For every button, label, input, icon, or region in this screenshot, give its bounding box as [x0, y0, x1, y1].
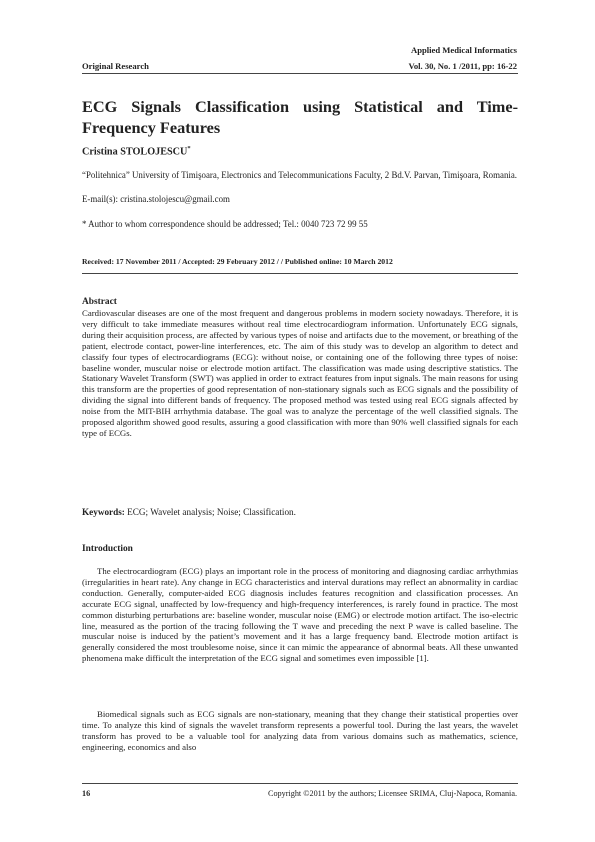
- footer-rule: [82, 783, 518, 784]
- journal-name: Applied Medical Informatics: [411, 45, 517, 55]
- keywords-label: Keywords:: [82, 507, 125, 517]
- abstract-text: Cardiovascular diseases are one of the most frequent and dangerous problems in modern society nowadays. Therefore, it is very difficult to take immediate measures without real time electrocardiogram information. Unfortunately ECG signals, during their acquisition process, are affected by various types of noise and artifacts due to the movement, or breathing of the patient, electrode contact, power-line interferences, etc. The aim of this study was to develop an algorithm to detect and classify four types of electrocardiograms (ECG): without noise, or containing one of the following three types of noise: baseline wonder, muscular noise or electrode motion artifact. The classification was made using descriptive statistics. The Stationary Wavelet Transform (SWT) was applied in order to extract features from input signals. The main reasons for using this transform are the properties of good representation of non-stationary signals such as ECG signals and the possibility of dividing the signal into different bands of frequency. The proposed method was tested using real ECG signals affected by noise from the MIT-BIH arrhythmia database. The goal was to analyze the percentage of the well classified signals. The proposed algorithm showed good results, assuring a good classification with more than 90% well classified signals for each type of ECGs.: [82, 308, 518, 438]
- keywords-text: ECG; Wavelet analysis; Noise; Classification.: [127, 507, 296, 517]
- page-number: 16: [82, 789, 91, 798]
- author-text: Cristina STOLOJESCU: [82, 146, 188, 158]
- article-dates: Received: 17 November 2011 / Accepted: 29 February 2012 / / Published online: 10 March 2012: [82, 257, 393, 266]
- correspondence-note: * Author to whom correspondence should be addressed; Tel.: 0040 723 72 99 55: [82, 219, 368, 229]
- header-rule: [82, 73, 518, 74]
- author-email: E-mail(s): cristina.stolojescu@gmail.com: [82, 194, 230, 204]
- article-title: ECG Signals Classification using Statistical and Time-Frequency Features: [82, 97, 518, 137]
- affiliation: “Politehnica” University of Timişoara, Electronics and Telecommunications Faculty, 2 Bd.V. Parvan, Timişoara, Romania.: [82, 170, 518, 180]
- volume-info: Vol. 30, No. 1 /2011, pp: 16-22: [408, 61, 517, 71]
- intro-paragraph-1: The electrocardiogram (ECG) plays an important role in the process of monitoring and diagnosing cardiac arrhythmias (irregularities in heart rate). Any change in ECG characteristics and interval durations may reflect an abnormality in cardiac conduction. Generally, computer-aided ECG diagnosis includes features recognition and classification processes. An accurate ECG signal, unaffected by low-frequency and high-frequency interferences, is rarely found in practice. The most common disturbing perturbations are: baseline wonder, muscular noise (EMG) or electrode motion artifact. The iso-electric line, measured as the portion of the tracing following the T wave and preceding the next P wave is called baseline. The muscular noise is induced by the patient’s movement and it has a large frequency band. Electrode motion artifact is generally considered the most troublesome noise, since it can mimic the appearance of abnormal beats. All these unwanted phenomena make difficult the interpretation of the ECG signal and sometimes even impossible [1].: [82, 566, 518, 664]
- copyright: Copyright ©2011 by the authors; Licensee SRIMA, Cluj-Napoca, Romania.: [268, 789, 517, 798]
- keywords: [82, 507, 296, 517]
- dates-rule: [82, 273, 518, 274]
- abstract-heading: Abstract: [82, 297, 117, 307]
- introduction-heading: Introduction: [82, 544, 133, 554]
- author-name: [82, 145, 191, 157]
- intro-paragraph-2: Biomedical signals such as ECG signals are non-stationary, meaning that they change their statistical properties over time. To analyze this kind of signals the wavelet transform represents a powerful tool. During the last years, the wavelet transform has proved to be a valuable tool for analyzing data from various domains such as mathematics, science, engineering, economics and also: [82, 709, 518, 752]
- author-mark: *: [187, 145, 191, 152]
- article-section: Original Research: [82, 61, 149, 71]
